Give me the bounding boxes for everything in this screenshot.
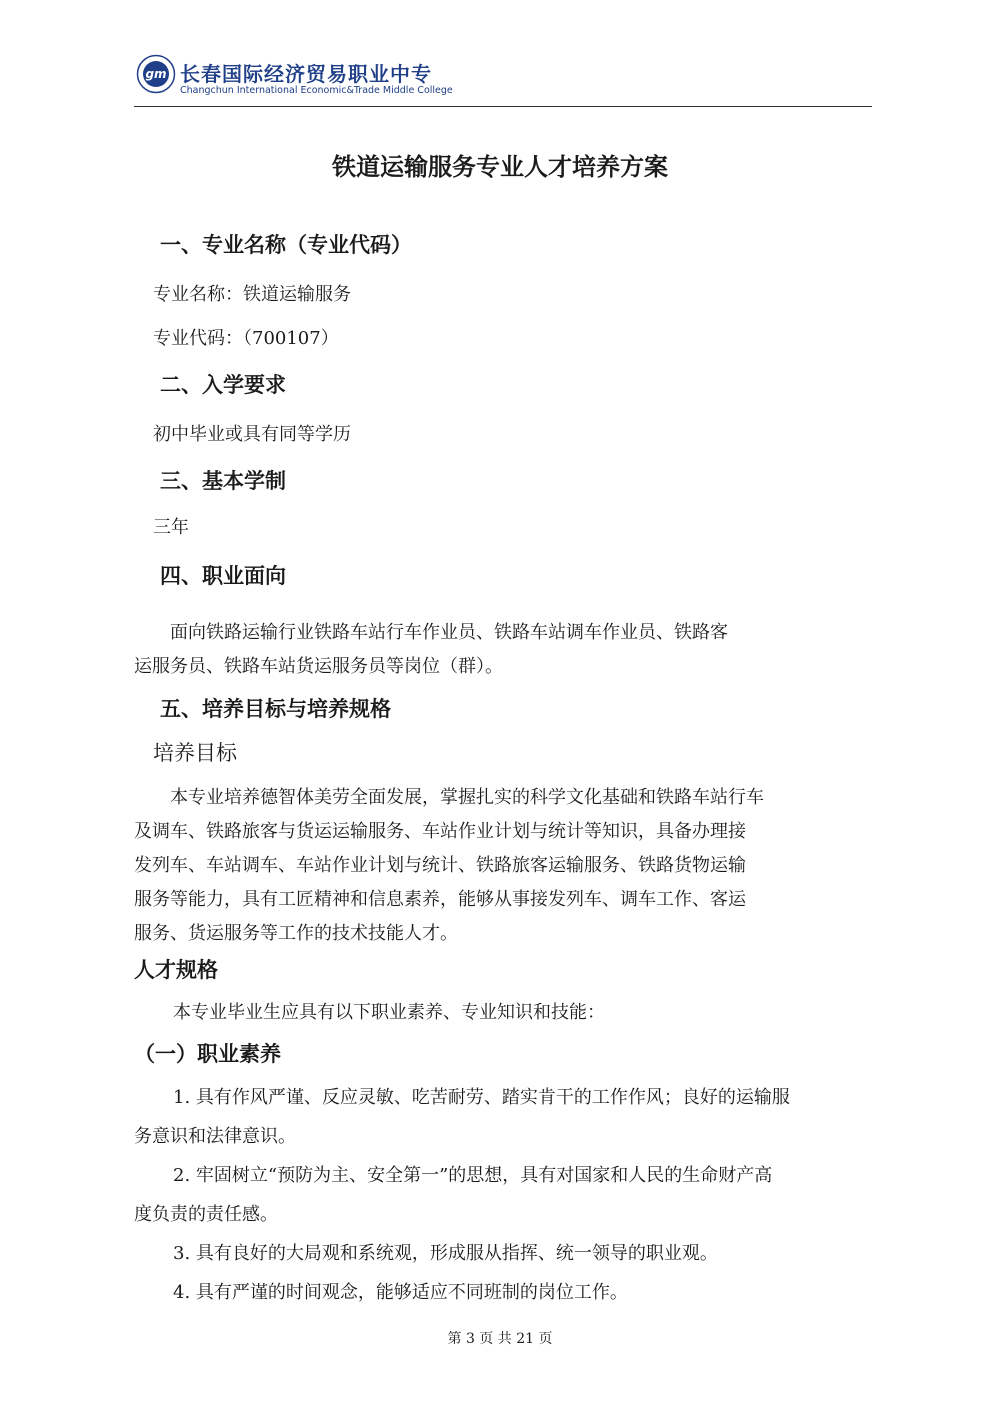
talent-spec-heading: 人才规格: [134, 958, 218, 982]
professional-quality-heading: （一）职业素养: [134, 1042, 281, 1066]
major-code-line: 专业代码：（700107）: [153, 328, 339, 349]
goal-line-5: 服务、货运服务等工作的技术技能人才。: [134, 923, 458, 944]
quality-item-2-cont: 度负责的责任感。: [134, 1204, 278, 1225]
document-title: 铁道运输服务专业人才培养方案: [332, 153, 668, 181]
section-heading-major-name: 一、专业名称（专业代码）: [160, 233, 412, 257]
school-name-en: Changchun International Economic&Trade Middle College: [180, 85, 453, 96]
admission-line: 初中毕业或具有同等学历: [153, 424, 351, 445]
goal-line-2: 及调车、铁路旅客与货运运输服务、车站作业计划与统计等知识，具备办理接: [134, 821, 746, 842]
goal-line-1: 本专业培养德智体美劳全面发展，掌握扎实的科学文化基础和铁路车站行车: [170, 787, 764, 808]
quality-item-1: 1. 具有作风严谨、反应灵敏、吃苦耐劳、踏实肯干的工作作风；良好的运输服: [173, 1087, 790, 1108]
training-goal-subheading: 培养目标: [153, 741, 237, 765]
logo-text: gm: [145, 67, 167, 81]
quality-item-4: 4. 具有严谨的时间观念，能够适应不同班制的岗位工作。: [173, 1282, 628, 1303]
section-heading-admission: 二、入学要求: [160, 373, 286, 397]
quality-item-2: 2. 牢固树立“预防为主、安全第一”的思想，具有对国家和人民的生命财产高: [173, 1165, 773, 1186]
career-line-2: 运服务员、铁路车站货运服务员等岗位（群）。: [134, 656, 503, 677]
goal-line-4: 服务等能力，具有工匠精神和信息素养，能够从事接发列车、调车工作、客运: [134, 889, 746, 910]
duration-line: 三年: [153, 517, 189, 538]
section-heading-duration: 三、基本学制: [160, 469, 286, 493]
career-line-1: 面向铁路运输行业铁路车站行车作业员、铁路车站调车作业员、铁路客: [170, 622, 728, 643]
goal-line-3: 发列车、车站调车、车站作业计划与统计、铁路旅客运输服务、铁路货物运输: [134, 855, 746, 876]
talent-spec-intro: 本专业毕业生应具有以下职业素养、专业知识和技能：: [173, 1002, 605, 1023]
school-name-cn: 长春国际经济贸易职业中专: [180, 62, 432, 86]
page-header: [134, 52, 872, 107]
major-name-line: 专业名称：铁道运输服务: [153, 284, 351, 305]
section-heading-career: 四、职业面向: [160, 564, 286, 588]
school-logo-icon: [136, 54, 176, 94]
quality-item-1-cont: 务意识和法律意识。: [134, 1126, 296, 1147]
quality-item-3: 3. 具有良好的大局观和系统观，形成服从指挥、统一领导的职业观。: [173, 1243, 718, 1264]
section-heading-goals: 五、培养目标与培养规格: [160, 697, 391, 721]
page-footer: 第 3 页 共 21 页: [447, 1331, 553, 1347]
